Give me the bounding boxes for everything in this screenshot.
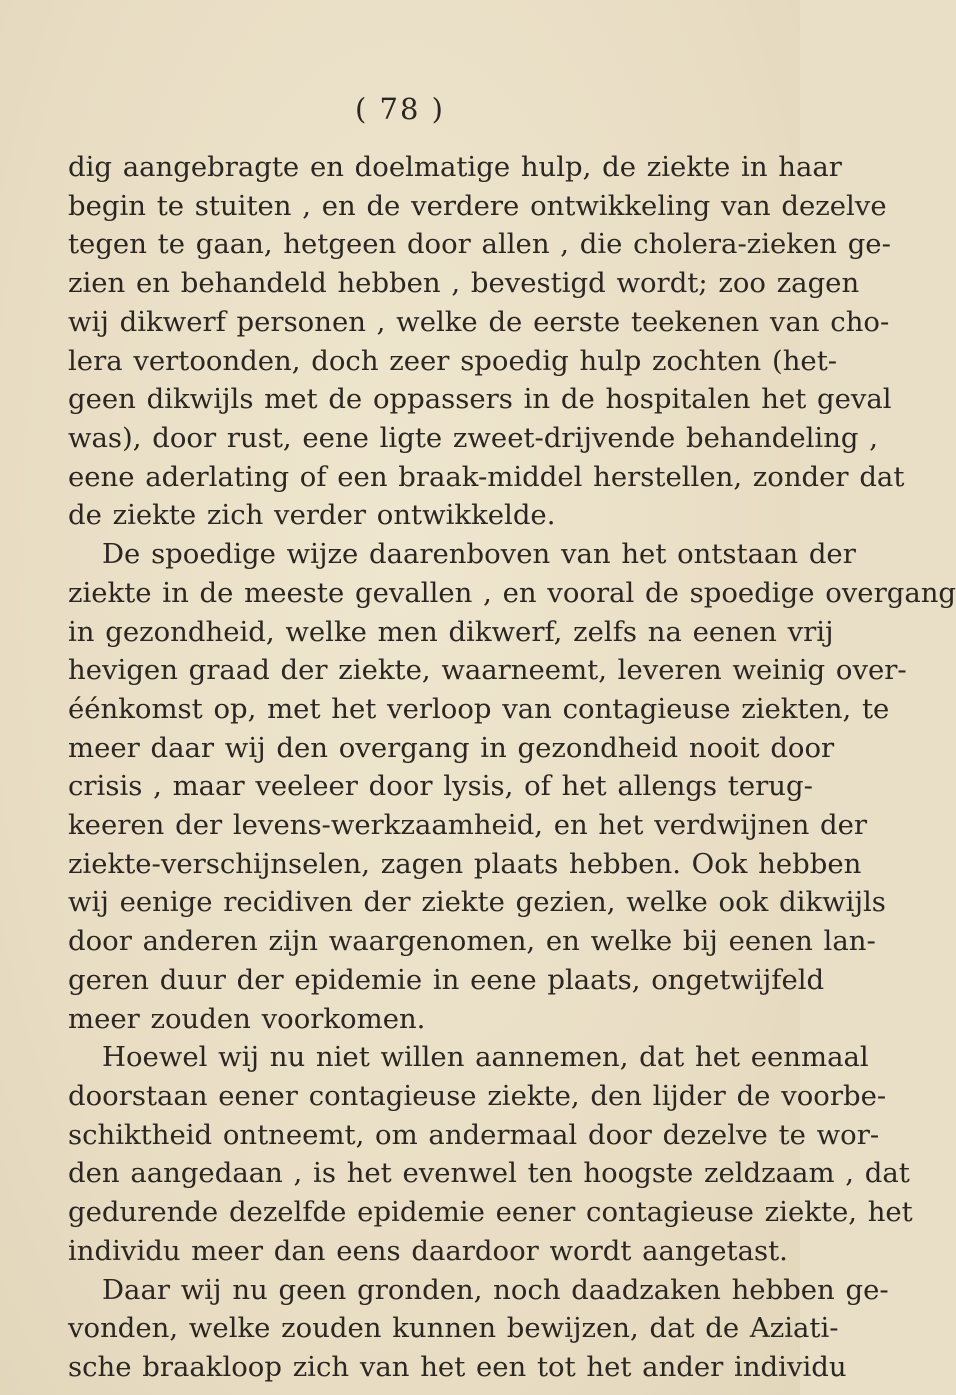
text-line: schiktheid ontneemt, om andermaal door dezelve te wor- <box>68 1118 880 1151</box>
text-line: zien en behandeld hebben , bevestigd wordt; zoo zagen <box>68 267 860 300</box>
text-line: ziekte-verschijnselen, zagen plaats hebben. Ook hebben <box>68 847 862 880</box>
paragraph-start-line: De spoedige wijze daarenboven van het ontstaan der <box>102 538 856 571</box>
page-number: ( 78 ) <box>355 92 445 126</box>
text-line: ziekte in de meeste gevallen , en vooral de spoedige overgang <box>68 576 956 609</box>
text-line: door anderen zijn waargenomen, en welke bij eenen lan- <box>68 925 876 958</box>
text-line: crisis , maar veeleer door lysis, of het allengs terug- <box>68 770 813 803</box>
text-line: éénkomst op, met het verloop van contagieuse ziekten, te <box>68 692 890 725</box>
text-line: was), door rust, eene ligte zweet-drijvende behandeling , <box>68 421 878 454</box>
paragraph-end-line: individu meer dan eens daardoor wordt aangetast. <box>68 1234 788 1267</box>
text-line: gedurende dezelfde epidemie eener contagieuse ziekte, het <box>68 1196 913 1229</box>
text-line: vonden, welke zouden kunnen bewijzen, dat de Aziati- <box>68 1312 839 1345</box>
text-line: hevigen graad der ziekte, waarneemt, leveren weinig over- <box>68 654 907 687</box>
text-line: wij eenige recidiven der ziekte gezien, welke ook dikwijls <box>68 886 886 919</box>
text-line: geren duur der epidemie in eene plaats, ongetwijfeld <box>68 963 825 996</box>
paragraph-end-line: meer zouden voorkomen. <box>68 1002 426 1035</box>
paragraph-end-line: de ziekte zich verder ontwikkelde. <box>68 499 556 532</box>
text-line: eene aderlating of een braak-middel herstellen, zonder dat <box>68 460 905 493</box>
text-line: doorstaan eener contagieuse ziekte, den lijder de voorbe- <box>68 1080 887 1113</box>
text-line: tegen te gaan, hetgeen door allen , die cholera-zieken ge- <box>68 228 891 261</box>
text-line: den aangedaan , is het evenwel ten hoogste zeldzaam , dat <box>68 1157 910 1190</box>
text-line: geen dikwijls met de oppassers in de hospitalen het geval <box>68 383 892 416</box>
text-line: sche braakloop zich van het een tot het ander individu <box>68 1351 847 1383</box>
text-line: begin te stuiten , en de verdere ontwikkeling van dezelve <box>68 189 887 222</box>
text-line: keeren der levens-werkzaamheid, en het verdwijnen der <box>68 809 868 842</box>
paragraph-start-line: Daar wij nu geen gronden, noch daadzaken hebben ge- <box>102 1273 889 1306</box>
text-line: wij dikwerf personen , welke de eerste teekenen van cho- <box>68 305 890 338</box>
text-line: in gezondheid, welke men dikwerf, zelfs na eenen vrij <box>68 615 834 648</box>
text-line: lera vertoonden, doch zeer spoedig hulp zochten (het- <box>68 344 838 377</box>
text-line: meer daar wij den overgang in gezondheid nooit door <box>68 731 835 764</box>
text-line: dig aangebragte en doelmatige hulp, de ziekte in haar <box>68 151 842 183</box>
paragraph-start-line: Hoewel wij nu niet willen aannemen, dat het eenmaal <box>102 1041 869 1074</box>
